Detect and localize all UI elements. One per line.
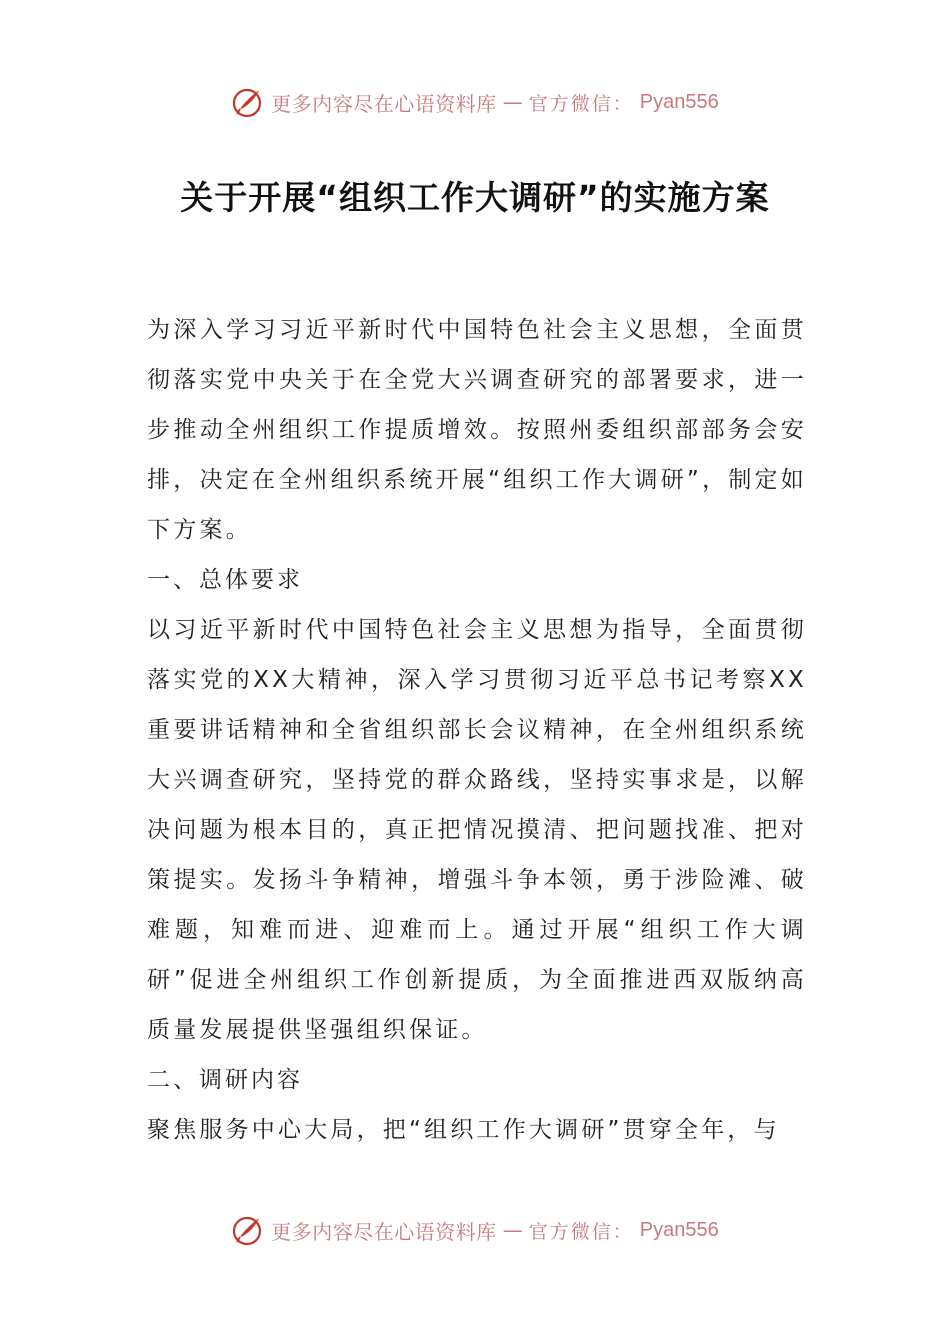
watermark-header (0, 82, 950, 122)
body-paragraph: 以习近平新时代中国特色社会主义思想为指导，全面贯彻落实党的XX大精神，深入学习贯彻习近平总书记考察XX重要讲话精神和全省组织部长会议精神，在全州组织系统大兴调查研究，坚持党的群众路线，坚持实事求是，以解决问题为根本目的，真正把情况摸清、把问题找准、把对策提实。发扬斗争精神，增强斗争本领，勇于涉险滩、破难题，知难而进、迎难而上。通过开展“组织工作大调研”促进全州组织工作创新提质，为全面推进西双版纳高质量发展提供坚强组织保证。 (147, 617, 807, 1043)
watermark-wechat-id: Pyan556 (639, 1218, 719, 1241)
section-heading: 二、调研内容 (147, 1067, 303, 1093)
watermark-footer (0, 1210, 950, 1250)
watermark-dash: — (502, 90, 523, 114)
document-title: 关于开展“组织工作大调研”的实施方案 (180, 178, 770, 217)
watermark-wechat-label: 官方微信： (528, 92, 634, 115)
watermark-wechat-id: Pyan556 (639, 90, 719, 113)
watermark-brand-text: 更多内容尽在心语资料库 (271, 1219, 497, 1244)
watermark-dash: — (502, 1218, 523, 1242)
quill-logo-icon (231, 1213, 265, 1247)
section-heading: 一、总体要求 (147, 567, 303, 593)
body-paragraph: 为深入学习习近平新时代中国特色社会主义思想，全面贯彻落实党中央关于在全党大兴调查研究的部署要求，进一步推动全州组织工作提质增效。按照州委组织部部务会安排，决定在全州组织系统开展“组织工作大调研”，制定如下方案。 (147, 317, 807, 543)
document-body (147, 305, 807, 1155)
watermark-brand-text: 更多内容尽在心语资料库 (271, 91, 497, 116)
watermark-wechat-label: 官方微信： (528, 1220, 634, 1243)
body-paragraph: 聚焦服务中心大局，把“组织工作大调研”贯穿全年，与 (147, 1117, 780, 1143)
quill-logo-icon (231, 85, 265, 119)
